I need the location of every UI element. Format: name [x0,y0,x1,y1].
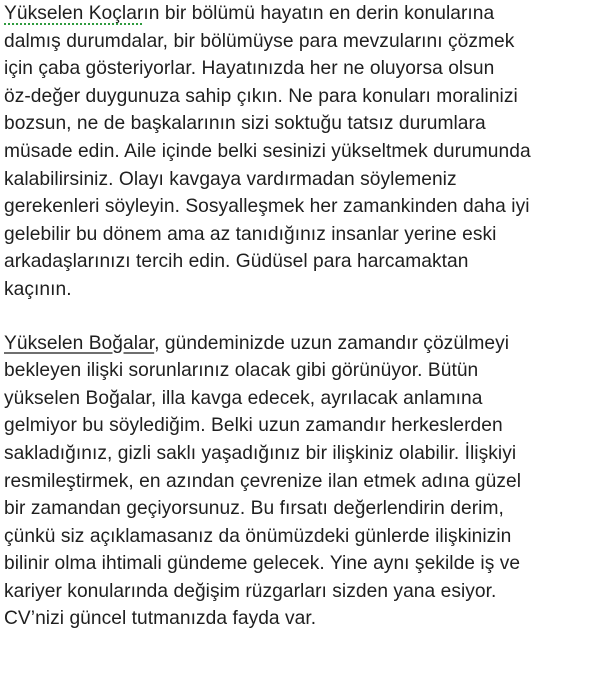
yukselen-bogalar-link[interactable]: Yükselen Boğalar [4,332,155,354]
text-line: resmileştirmek, en azından çevrenize ilan etmek adına güzel [4,470,522,492]
text-line: bilinir olma ihtimali gündeme gelecek. Yine aynı şekilde iş ve [4,553,521,575]
text-line: kalabilirsiniz. Olayı kavgaya vardırmadan söylemeniz [4,168,457,190]
text-line: dalmış durumdalar, bir bölümüyse para mevzularını çözmek [4,30,515,52]
text-line [4,330,602,358]
text-line: yükselen Boğalar, illa kavga edecek, ayrılacak anlamına [4,387,483,409]
text-line: öz-değer duygunuza sahip çıkın. Ne para konuları moralinizi [4,85,518,107]
text-line: kariyer konularında değişim rüzgarları sizden yana esiyor. [4,580,497,602]
text-line [4,0,602,28]
text-line: gelebilir bu dönem ama az tanıdığınız insanlar yerine eski [4,223,497,245]
text-line: bozsun, ne de başkalarının sizi soktuğu tatsız durumlara [4,113,486,135]
text-line: gerekenleri söyleyin. Sosyalleşmek her zamankinden daha iyi [4,196,530,218]
text-line: gelmiyor bu söylediğim. Belki uzun zamandır herkeslerden [4,415,503,437]
text-line: için çaba gösteriyorlar. Hayatınızda her ne oluyorsa olsun [4,58,495,80]
yukselen-koclar-link[interactable]: Yükselen Koçlar [4,3,144,24]
paragraph-spacer [4,304,602,330]
text-line: çünkü siz açıklamasanız da önümüzdeki günlerde ilişkinizin [4,525,512,547]
text-line: arkadaşlarınızı tercih edin. Güdüsel para harcamaktan [4,251,469,273]
text-line: sakladığınız, gizli saklı yaşadığınız bir ilişkiniz olabilir. İlişkiyi [4,442,517,464]
text-line: bekleyen ilişki sorunlarınız olacak gibi görünüyor. Bütün [4,360,479,382]
text-line: müsade edin. Aile içinde belki sesinizi yükseltmek durumunda [4,140,531,162]
text-segment: , gündeminizde uzun zamandır çözülmeyi [154,332,510,354]
article-body [4,0,602,633]
text-line: bir zamandan geçiyorsunuz. Bu fırsatı değerlendirin derim, [4,498,504,520]
text-segment: ın bir bölümü hayatın en derin konularına [143,3,495,24]
text-line: CV’nizi güncel tutmanızda fayda var. [4,608,317,630]
paragraph-kocl [4,0,602,304]
text-line: kaçının. [4,278,72,300]
paragraph-boga [4,330,602,634]
